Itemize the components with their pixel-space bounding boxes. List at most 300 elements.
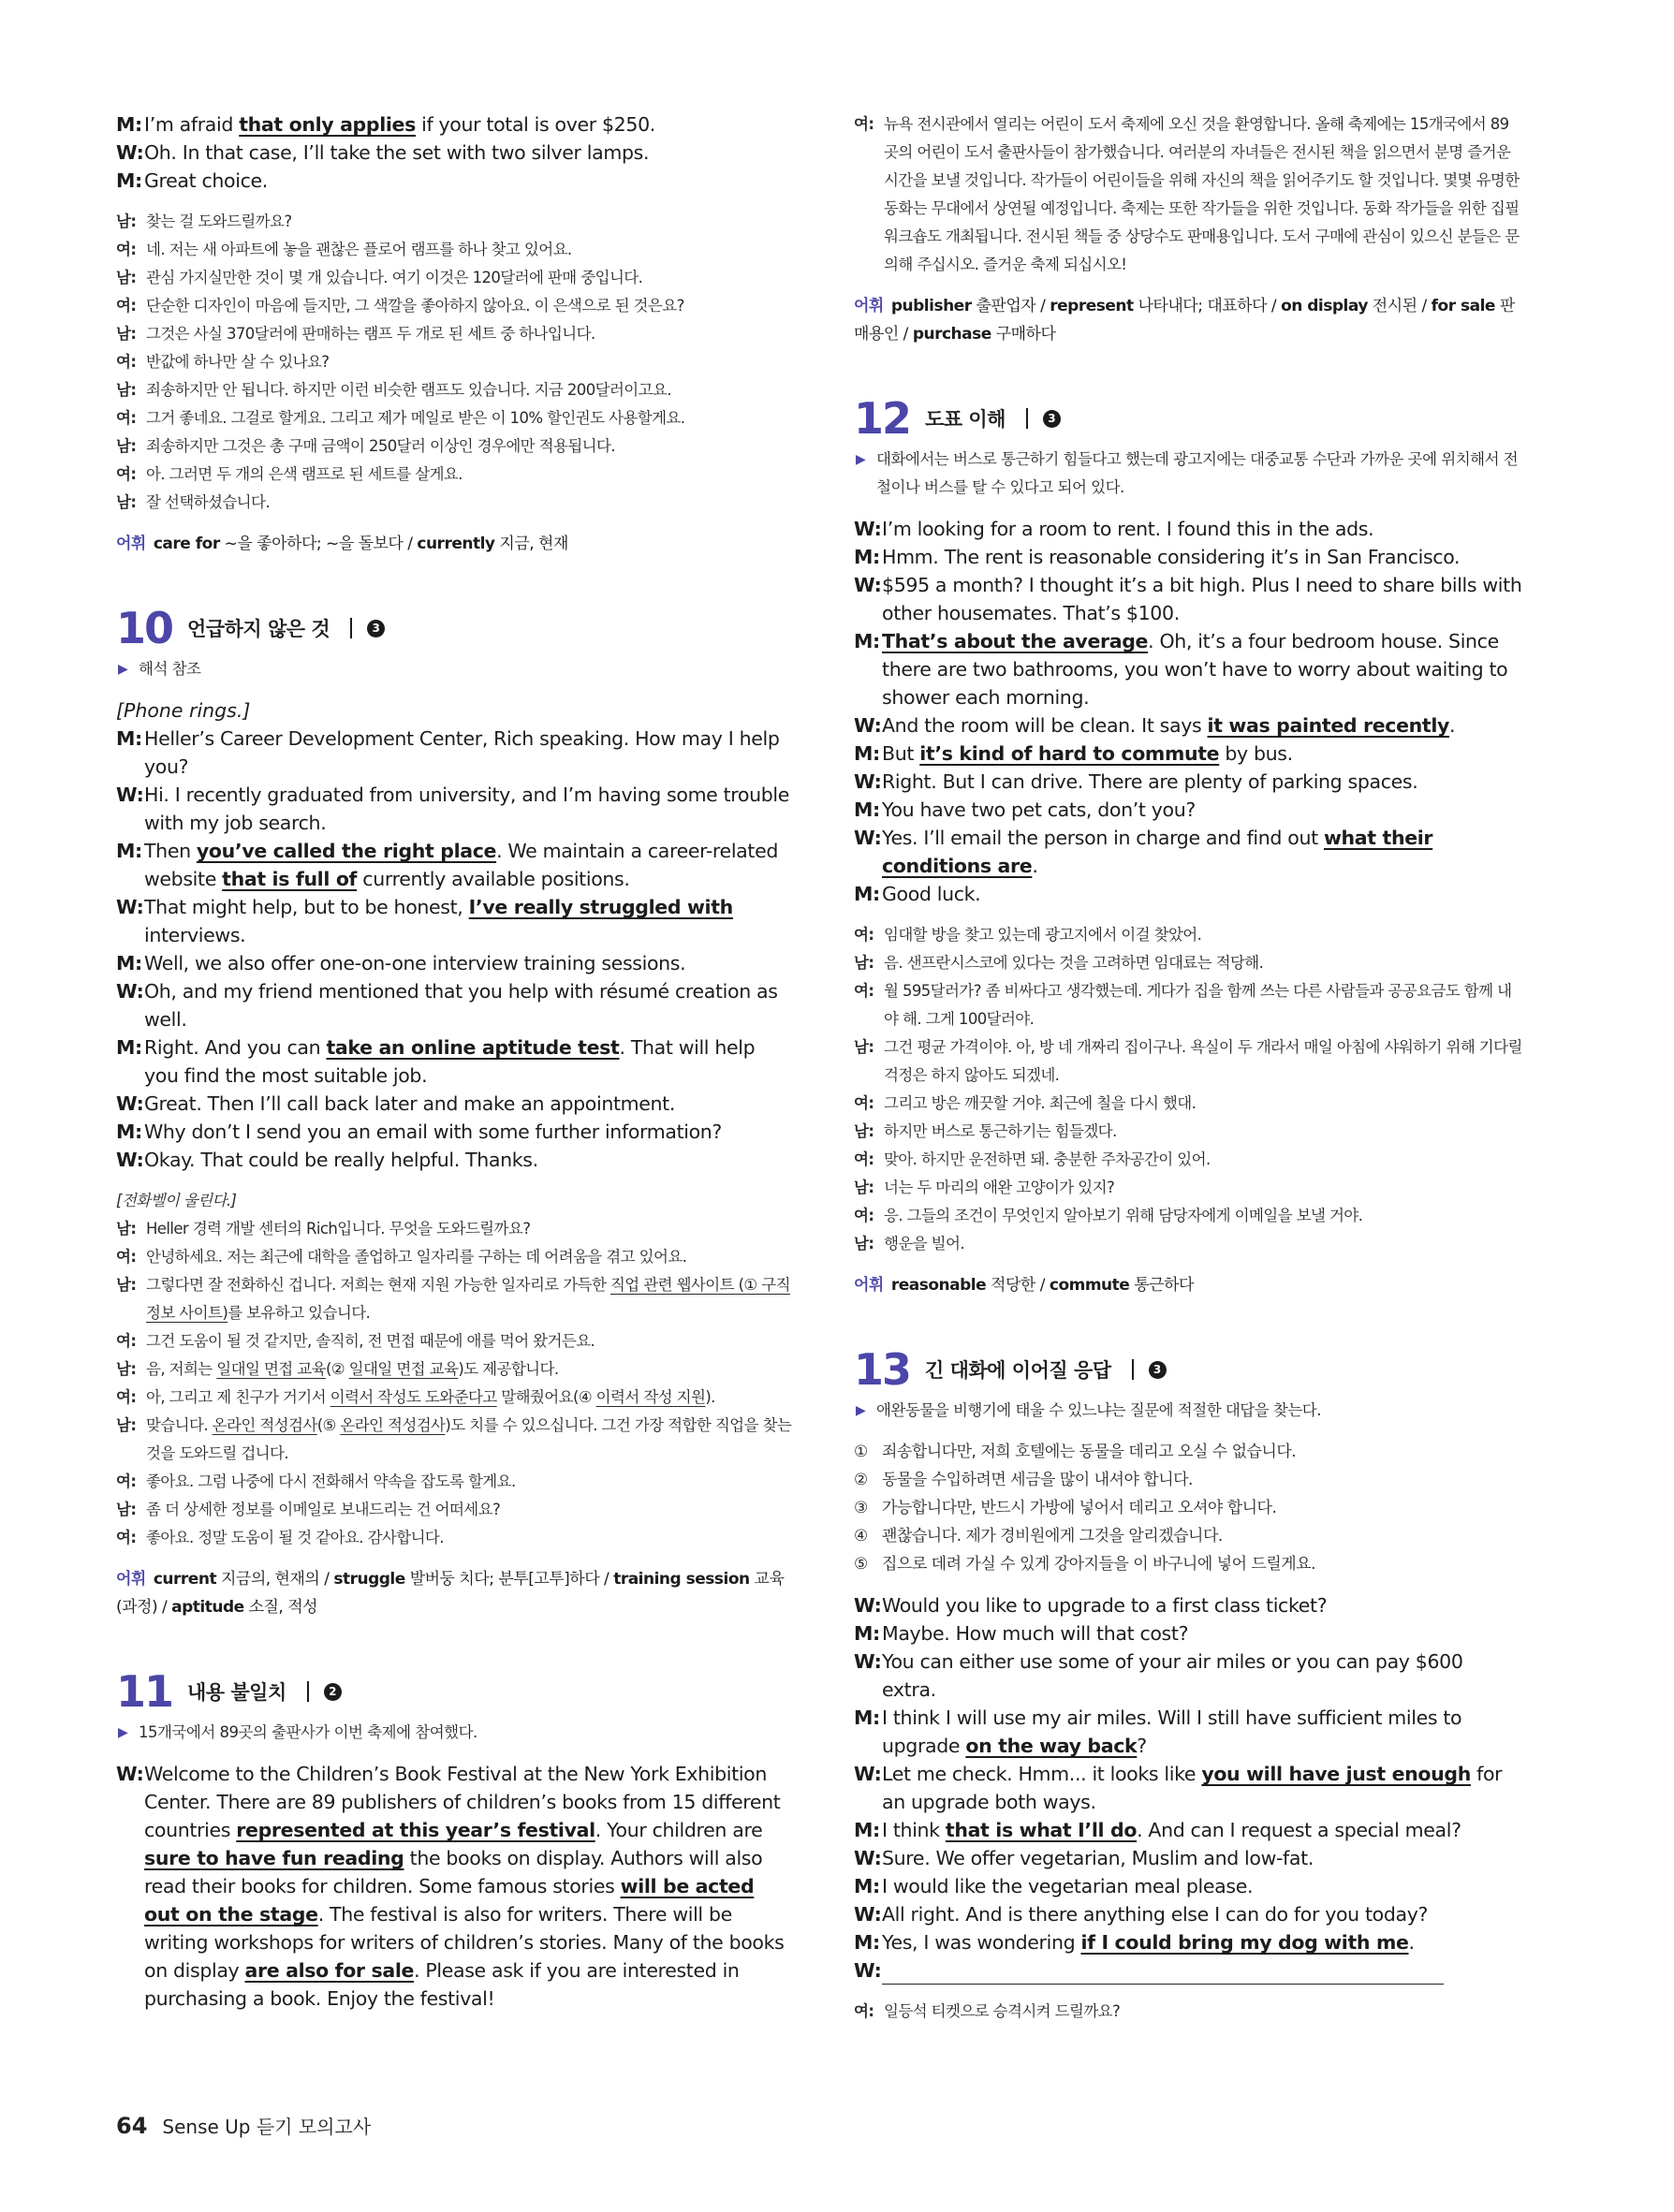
translation-line xyxy=(116,432,792,461)
speaker: M: xyxy=(854,1875,880,1897)
translation-line xyxy=(854,921,1522,949)
speaker: W: xyxy=(116,1149,144,1171)
line-text: interviews. xyxy=(144,924,246,946)
speaker: 남: xyxy=(116,437,137,455)
key-phrase: take an online aptitude test xyxy=(326,1036,620,1059)
divider xyxy=(307,1681,309,1702)
speaker: 남: xyxy=(116,493,137,511)
vocabulary-meaning: ~을 좋아하다; ~을 돌보다 / xyxy=(219,535,418,553)
dialogue-line xyxy=(116,139,792,167)
line-text: (② xyxy=(325,1360,349,1378)
speaker: 여: xyxy=(116,297,137,315)
dialogue-line xyxy=(854,1900,1522,1928)
option-number: ③ xyxy=(854,1499,868,1517)
line-text: . Oh, it’s a four bedroom house. Since there are two bathrooms, you won’t have to worry about waiting to shower each morning. xyxy=(882,630,1508,709)
speaker: 남: xyxy=(116,269,137,286)
speaker: M: xyxy=(116,952,142,974)
question-number: 12 xyxy=(854,393,911,444)
speaker: M: xyxy=(854,798,880,821)
line-text: Hi. I recently graduated from university, and I’m having some trouble with my job search. xyxy=(144,784,790,834)
question-hint xyxy=(854,1397,1522,1425)
translation-line xyxy=(116,236,792,264)
speaker: 남: xyxy=(116,381,137,399)
line-text: 맞아. 하지만 운전하면 돼. 충분한 주차공간이 있어. xyxy=(884,1150,1211,1168)
line-text: Welcome to the Children’s Book Festival at the New York Exhibition Center. There are 89 publishers of children’s books from 15 different countries xyxy=(144,1763,781,1841)
dialogue-line xyxy=(854,515,1522,543)
line-text: 찾는 걸 도와드릴까요? xyxy=(146,212,292,230)
dialogue-line xyxy=(116,837,792,893)
divider xyxy=(350,618,352,638)
speaker: 여: xyxy=(116,1472,137,1490)
speaker: 여: xyxy=(116,1332,137,1350)
line-text: ). xyxy=(705,1388,715,1406)
key-phrase: 직업 관련 웹사이트 (① 구직 정보 사이트) xyxy=(146,1276,790,1322)
line-text: Well, we also offer one-on-one interview training sessions. xyxy=(144,952,686,974)
option-number: ② xyxy=(854,1471,868,1489)
speaker: W: xyxy=(116,1763,144,1785)
key-phrase: 온라인 적성검사 xyxy=(212,1416,317,1434)
speaker: W: xyxy=(116,980,144,1003)
translation-line xyxy=(854,1033,1522,1090)
translation-q11 xyxy=(854,110,1522,279)
speaker: 남: xyxy=(854,954,874,972)
vocabulary-word: aptitude xyxy=(171,1598,244,1617)
line-text: 아. 그러면 두 개의 은색 램프로 된 세트를 살게요. xyxy=(146,465,463,483)
translation-line xyxy=(116,1215,792,1243)
key-phrase: I’ve really struggled with xyxy=(468,896,733,918)
answer-badge: 3 xyxy=(1149,1361,1167,1379)
answer-option xyxy=(854,1550,1522,1578)
dialogue-line xyxy=(116,725,792,781)
line-text: Maybe. How much will that cost? xyxy=(882,1622,1189,1645)
speaker: W: xyxy=(854,574,882,596)
line-text: . xyxy=(1408,1931,1415,1954)
question-12-header xyxy=(854,391,1522,446)
line-text: 월 595달러가? 좀 비싸다고 생각했는데. 게다가 집을 함께 쓰는 다른 사람들과 공공요금도 함께 내야 해. 그게 100달러야. xyxy=(884,982,1512,1028)
line-text: the books on display. Authors will also read their books for children. Some famous stories xyxy=(144,1847,763,1897)
speaker: M: xyxy=(116,727,142,750)
speaker: W: xyxy=(854,1650,882,1673)
vocabulary-word: care for xyxy=(153,535,220,553)
line-text: Right. And you can xyxy=(144,1036,327,1059)
line-text: $595 a month? I thought it’s a bit high. Plus I need to share bills with other housemates. That’s $100. xyxy=(882,574,1522,624)
answer-options xyxy=(854,1438,1522,1578)
vocabulary-meaning: 지금의, 현재의 / xyxy=(216,1570,334,1589)
line-text: 너는 두 마리의 애완 고양이가 있지? xyxy=(884,1179,1115,1196)
line-text: . And can I request a special meal? xyxy=(1137,1819,1461,1841)
question-13-header xyxy=(854,1342,1522,1397)
key-phrase: 이력서 작성도 도와준다고 xyxy=(330,1388,497,1406)
question-title: 도표 이해 xyxy=(925,408,1006,431)
question-10-header xyxy=(116,601,792,655)
line-text: Oh. In that case, I’ll take the set with two silver lamps. xyxy=(144,141,650,164)
line-text: 그건 평균 가격이야. 아, 방 네 개짜리 집이구나. 욕실이 두 개라서 매일 아침에 샤워하기 위해 기다릴 걱정은 하지 않아도 되겠네. xyxy=(884,1038,1522,1084)
question-hint xyxy=(116,1719,792,1747)
vocabulary-label: 어휘 xyxy=(854,1276,884,1295)
divider xyxy=(1132,1359,1134,1380)
vocabulary-word: represent xyxy=(1050,297,1134,315)
line-text: Great choice. xyxy=(144,169,268,192)
line-text: 음, 저희는 xyxy=(146,1360,217,1378)
line-text: ? xyxy=(1137,1735,1147,1757)
dialogue-line xyxy=(854,1760,1522,1816)
dialogue-line xyxy=(116,1146,792,1174)
question-number: 11 xyxy=(116,1666,173,1717)
line-text: Yes, I was wondering xyxy=(882,1931,1081,1954)
line-text: . Please ask if you are interested in purchasing a book. Enjoy the festival! xyxy=(144,1959,740,2010)
hint-text: 해석 참조 xyxy=(139,660,201,678)
line-text: But xyxy=(882,742,920,765)
key-phrase: it was painted recently xyxy=(1207,714,1450,737)
line-text: 잘 선택하셨습니다. xyxy=(146,493,271,511)
line-text: You have two pet cats, don’t you? xyxy=(882,798,1196,821)
speaker: W: xyxy=(854,827,882,849)
dialogue-line xyxy=(854,880,1522,908)
line-text: Good luck. xyxy=(882,883,981,905)
dialogue-line xyxy=(116,1033,792,1090)
speaker: 남: xyxy=(116,212,137,230)
translation-line xyxy=(116,376,792,404)
line-text: 네. 저는 새 아파트에 놓을 괜찮은 플로어 램프를 하나 찾고 있어요. xyxy=(146,241,572,258)
line-text: 음. 샌프란시스코에 있다는 것을 고려하면 임대료는 적당해. xyxy=(884,954,1264,972)
vocabulary-meaning: 출판업자 / xyxy=(971,297,1050,315)
vocabulary-label: 어휘 xyxy=(116,535,146,553)
speaker: W: xyxy=(854,1594,882,1617)
key-phrase: That’s about the average xyxy=(882,630,1149,652)
speaker: W: xyxy=(854,1847,882,1869)
dialogue-line xyxy=(854,571,1522,627)
option-number: ④ xyxy=(854,1527,868,1545)
translation-line xyxy=(854,1146,1522,1174)
speaker: M: xyxy=(854,742,880,765)
blank xyxy=(882,1963,1444,1985)
vocabulary-word: reasonable xyxy=(890,1276,987,1295)
question-title: 언급하지 않은 것 xyxy=(187,618,330,640)
line-text: All right. And is there anything else I can do for you today? xyxy=(882,1903,1429,1926)
question-hint xyxy=(116,655,792,683)
dialogue-line xyxy=(116,1760,792,2013)
left-column xyxy=(116,110,792,2013)
vocabulary-word: purchase xyxy=(912,325,991,344)
speaker: 남: xyxy=(116,1416,137,1434)
key-phrase: it’s kind of hard to commute xyxy=(919,742,1220,765)
key-phrase: that is full of xyxy=(222,868,358,890)
speaker: W: xyxy=(854,518,882,540)
dialogue-line xyxy=(854,1591,1522,1619)
key-phrase: represented at this year’s festival xyxy=(236,1819,595,1841)
speaker: 여: xyxy=(116,353,137,371)
line-text: . xyxy=(1449,714,1456,737)
vocabulary-word: commute xyxy=(1049,1276,1130,1295)
dialogue-line xyxy=(116,167,792,195)
dialogue-line xyxy=(116,1118,792,1146)
key-phrase: sure to have fun reading xyxy=(144,1847,404,1869)
line-text: 반값에 하나만 살 수 있나요? xyxy=(146,353,330,371)
translation-line xyxy=(116,404,792,432)
dialogue-q9-end xyxy=(116,110,792,195)
key-phrase: that only applies xyxy=(239,113,416,136)
key-phrase: you will have just enough xyxy=(1201,1763,1471,1785)
line-text: I think I will use my air miles. Will I still have sufficient miles to upgrade xyxy=(882,1707,1462,1757)
speaker: M: xyxy=(854,546,880,568)
vocabulary-meaning: 전시된 / xyxy=(1367,297,1432,315)
line-text: Right. But I can drive. There are plenty of parking spaces. xyxy=(882,770,1418,793)
line-text: Then xyxy=(144,840,197,862)
line-text: 죄송하지만 그것은 총 구매 금액이 250달러 이상인 경우에만 적용됩니다. xyxy=(146,437,615,455)
option-text: 동물을 수입하려면 세금을 많이 내셔야 합니다. xyxy=(882,1471,1193,1489)
translation-line xyxy=(116,1327,792,1355)
line-text: Hmm. The rent is reasonable considering it’s in San Francisco. xyxy=(882,546,1461,568)
line-text: . xyxy=(1032,855,1038,877)
dialogue-line xyxy=(854,1619,1522,1648)
triangle-icon: ▶ xyxy=(856,1403,866,1418)
line-text: Okay. That could be really helpful. Thanks. xyxy=(144,1149,538,1171)
line-text: 를 보유하고 있습니다. xyxy=(228,1304,371,1322)
line-text: I’m afraid xyxy=(144,113,240,136)
hint-text: 대화에서는 버스로 통근하기 힘들다고 했는데 광고지에는 대중교통 수단과 가까운 곳에 위치해서 전철이나 버스를 탈 수 있다고 되어 있다. xyxy=(876,450,1519,496)
vocabulary-meaning: 지금, 현재 xyxy=(494,535,568,553)
speaker: 여: xyxy=(116,1248,137,1266)
speaker: W: xyxy=(854,1903,882,1926)
speaker: W: xyxy=(116,784,144,806)
vocabulary-meaning: 교육 (과정) / xyxy=(116,1570,785,1617)
translation-line xyxy=(116,489,792,517)
line-text: Great. Then I’ll call back later and make an appointment. xyxy=(144,1092,676,1115)
dialogue-line xyxy=(854,796,1522,824)
dialogue-line xyxy=(116,781,792,837)
answer-badge: 2 xyxy=(324,1683,342,1701)
line-text: Heller’s Career Development Center, Rich speaking. How may I help you? xyxy=(144,727,780,778)
book-title: Sense Up 듣기 모의고사 xyxy=(162,2116,372,2138)
answer-option xyxy=(854,1438,1522,1466)
divider xyxy=(1026,408,1028,429)
page-number: 64 xyxy=(116,2113,148,2139)
vocabulary-label: 어휘 xyxy=(854,297,884,315)
hint-text: 15개국에서 89곳의 출판사가 이번 축제에 참여했다. xyxy=(139,1723,477,1741)
line-text: . That will help you find the most suitable job. xyxy=(144,1036,756,1087)
translation-line xyxy=(116,1271,792,1327)
line-text: )도 치를 수 있으십니다. 그건 가장 적합한 직업을 찾는 것을 도와드릴 겁니다. xyxy=(146,1416,792,1462)
speaker: 남: xyxy=(854,1038,874,1056)
key-phrase: are also for sale xyxy=(244,1959,415,1982)
speaker: 여: xyxy=(854,982,874,1000)
line-text: (⑤ xyxy=(316,1416,341,1434)
vocabulary-q10 xyxy=(116,1565,792,1621)
line-text: 뉴욕 전시관에서 열리는 어린이 도서 축제에 오신 것을 환영합니다. 올해 축제에는 15개국에서 89곳의 어린이 도서 출판사들이 참가했습니다. 여러분의 자녀들은 전시된 책을 읽으면서 분명 즐거운 시간을 보낼 것입니다. 작가들이 어린이들을 위해 자신의 책을 읽어주기도 할 것입니다. 몇몇 유명한 동화는 무대에서 상연될 예정입니다. 축제는 또한 작가들을 위한 것입니다. 동화 작가들을 위한 집필 워크숍도 개최됩니다. 전시된 책들 중 상당수도 판매용입니다. 도서 구매에 관심이 있으신 분들은 문의해 주십시오. 즐거운 축제 되십시오! xyxy=(884,115,1520,273)
speaker: 남: xyxy=(116,1360,137,1378)
speaker: 남: xyxy=(116,1276,137,1294)
translation-line xyxy=(116,208,792,236)
translation-q13 xyxy=(854,1998,1522,2026)
translation-line xyxy=(854,1230,1522,1258)
line-text: 임대할 방을 찾고 있는데 광고지에서 이걸 찾았어. xyxy=(884,926,1202,944)
vocabulary-word: struggle xyxy=(333,1570,405,1589)
line-text: 좋아요. 그럼 나중에 다시 전화해서 약속을 잡도록 할게요. xyxy=(146,1472,516,1490)
question-11-header xyxy=(116,1664,792,1719)
translation-line xyxy=(116,1496,792,1524)
line-text: 단순한 디자인이 마음에 들지만, 그 색깔을 좋아하지 않아요. 이 은색으로 된 것은요? xyxy=(146,297,684,315)
translation-q12 xyxy=(854,921,1522,1258)
key-phrase: what their conditions are xyxy=(882,827,1433,877)
translation-line xyxy=(854,110,1522,279)
dialogue-line xyxy=(854,1928,1522,1956)
translation-line xyxy=(854,1118,1522,1146)
stage-direction-text: [전화벨이 울린다.] xyxy=(116,1192,237,1209)
line-text: Would you like to upgrade to a first class ticket? xyxy=(882,1594,1328,1617)
translation-line xyxy=(116,1412,792,1468)
vocabulary-word: on display xyxy=(1281,297,1368,315)
line-text: 말해줬어요(④ xyxy=(496,1388,596,1406)
dialogue-line xyxy=(854,1704,1522,1760)
line-text: 그건 도움이 될 것 같지만, 솔직히, 전 면접 때문에 애를 먹어 왔거든요. xyxy=(146,1332,595,1350)
vocabulary-meaning: 적당한 / xyxy=(986,1276,1050,1295)
line-text: )도 제공합니다. xyxy=(458,1360,559,1378)
line-text: 맞습니다. xyxy=(146,1416,213,1434)
translation-line xyxy=(854,1090,1522,1118)
vocabulary-q9 xyxy=(116,530,792,558)
speaker: 여: xyxy=(854,926,874,944)
speaker: M: xyxy=(116,1036,142,1059)
line-text: 그렇다면 잘 전화하신 겁니다. 저희는 현재 지원 가능한 일자리로 가득한 xyxy=(146,1276,610,1294)
line-text: 응. 그들의 조건이 무엇인지 알아보기 위해 담당자에게 이메일을 보낼 거야. xyxy=(884,1207,1363,1224)
line-text: 좋아요. 정말 도움이 될 것 같아요. 감사합니다. xyxy=(146,1529,444,1546)
dialogue-q13 xyxy=(854,1591,1522,1956)
line-text: if your total is over $250. xyxy=(415,113,655,136)
line-text: 관심 가지실만한 것이 몇 개 있습니다. 여기 이것은 120달러에 판매 중입니다. xyxy=(146,269,643,286)
translation-line xyxy=(116,461,792,489)
translation-line xyxy=(854,1998,1522,2026)
line-text: 아, 그리고 제 친구가 거기서 xyxy=(146,1388,330,1406)
dialogue-line xyxy=(854,824,1522,880)
answer-badge: 3 xyxy=(1043,410,1061,428)
vocabulary-meaning: 통근하다 xyxy=(1129,1276,1194,1295)
dialogue-line xyxy=(116,893,792,949)
vocabulary-word: for sale xyxy=(1431,297,1495,315)
dialogue-line xyxy=(854,768,1522,796)
speaker: 여: xyxy=(116,1529,137,1546)
speaker: 남: xyxy=(854,1179,874,1196)
line-text: And the room will be clean. It says xyxy=(882,714,1208,737)
stage-direction: [Phone rings.] xyxy=(116,699,251,722)
speaker: W: xyxy=(854,1959,882,1982)
vocabulary-word: training session xyxy=(613,1570,750,1589)
translation-line xyxy=(116,348,792,376)
triangle-icon: ▶ xyxy=(118,662,128,677)
dialogue-line xyxy=(854,740,1522,768)
vocabulary-q12 xyxy=(854,1271,1522,1299)
line-text: 그리고 방은 깨끗할 거야. 최근에 칠을 다시 했대. xyxy=(884,1094,1197,1112)
dialogue-line xyxy=(854,1844,1522,1872)
answer-option xyxy=(854,1522,1522,1550)
speaker: M: xyxy=(854,883,880,905)
stage-direction-ko xyxy=(116,1187,792,1215)
dialogue-q12 xyxy=(854,515,1522,908)
answer-badge: 3 xyxy=(367,620,385,637)
vocabulary-q11 xyxy=(854,292,1522,348)
speaker: 여: xyxy=(854,2002,874,2020)
line-text: . Your children are xyxy=(595,1819,763,1841)
speaker: 여: xyxy=(116,1388,137,1406)
speaker: W: xyxy=(854,1763,882,1785)
vocabulary-meaning: 구매하다 xyxy=(991,325,1056,344)
line-text: 행운을 빌어. xyxy=(884,1235,964,1252)
speaker: W: xyxy=(116,141,144,164)
line-text: 안녕하세요. 저는 최근에 대학을 졸업하고 일자리를 구하는 데 어려움을 겪고 있어요. xyxy=(146,1248,687,1266)
translation-line xyxy=(116,320,792,348)
vocabulary-meaning: 소질, 적성 xyxy=(243,1598,318,1617)
translation-line xyxy=(116,1524,792,1552)
line-text: . The festival is also for writers. There will be writing workshops for writers of children’s stories. Many of the books on display xyxy=(144,1903,785,1982)
vocabulary-word: current xyxy=(153,1570,217,1589)
key-phrase: 일대일 면접 교육 xyxy=(348,1360,459,1378)
line-text: I would like the vegetarian meal please. xyxy=(882,1875,1254,1897)
dialogue-q10 xyxy=(116,725,792,1174)
speaker: W: xyxy=(116,1092,144,1115)
translation-line xyxy=(854,1202,1522,1230)
line-text: 그거 좋네요. 그걸로 할게요. 그리고 제가 메일로 받은 이 10% 할인권도 사용할게요. xyxy=(146,409,685,427)
dialogue-q11 xyxy=(116,1760,792,2013)
speaker: 여: xyxy=(854,115,874,133)
translation-line xyxy=(116,292,792,320)
speaker: 여: xyxy=(854,1207,874,1224)
speaker: M: xyxy=(116,1121,142,1143)
option-number: ① xyxy=(854,1443,868,1461)
key-phrase: on the way back xyxy=(965,1735,1138,1757)
dialogue-line xyxy=(854,1872,1522,1900)
speaker: 여: xyxy=(854,1150,874,1168)
option-text: 괜찮습니다. 제가 경비원에게 그것을 알리겠습니다. xyxy=(882,1527,1223,1545)
translation-line xyxy=(116,1243,792,1271)
key-phrase: you’ve called the right place xyxy=(196,840,497,862)
line-text: Oh, and my friend mentioned that you help with résumé creation as well. xyxy=(144,980,778,1031)
dialogue-line xyxy=(854,543,1522,571)
translation-line xyxy=(116,1468,792,1496)
speaker: 여: xyxy=(116,409,137,427)
triangle-icon: ▶ xyxy=(118,1725,128,1740)
translation-line xyxy=(854,1174,1522,1202)
speaker: 여: xyxy=(116,465,137,483)
option-text: 집으로 데려 가실 수 있게 강아지들을 이 바구니에 넣어 드릴게요. xyxy=(882,1555,1316,1574)
key-phrase: will be acted out on the stage xyxy=(144,1875,755,1926)
line-text: . We maintain a career-related website xyxy=(144,840,778,890)
speaker: W: xyxy=(854,770,882,793)
dialogue-line xyxy=(854,1816,1522,1844)
option-text: 가능합니다만, 반드시 가방에 넣어서 데리고 오셔야 합니다. xyxy=(882,1499,1277,1517)
speaker: M: xyxy=(116,169,142,192)
line-text: Heller 경력 개발 센터의 Rich입니다. 무엇을 도와드릴까요? xyxy=(146,1220,531,1238)
speaker: 여: xyxy=(116,241,137,258)
translation-line xyxy=(116,1384,792,1412)
speaker: 남: xyxy=(116,1501,137,1518)
speaker: M: xyxy=(854,630,880,652)
dialogue-line xyxy=(116,949,792,977)
vocabulary-meaning: 판매용인 / xyxy=(854,297,1515,344)
answer-blank-line xyxy=(854,1956,1522,1985)
speaker: 남: xyxy=(116,325,137,343)
translation-line xyxy=(116,264,792,292)
hint-text: 애완동물을 비행기에 태울 수 있느냐는 질문에 적절한 대답을 찾는다. xyxy=(876,1401,1321,1419)
right-column xyxy=(854,110,1522,2026)
key-phrase: 온라인 적성검사 xyxy=(340,1416,446,1434)
triangle-icon: ▶ xyxy=(856,452,866,467)
dialogue-line xyxy=(854,627,1522,711)
speaker: 여: xyxy=(854,1094,874,1112)
dialogue-line xyxy=(854,711,1522,740)
speaker: W: xyxy=(116,896,144,918)
key-phrase: 이력서 작성 지원 xyxy=(595,1388,706,1406)
speaker: 남: xyxy=(854,1235,874,1252)
line-text: 하지만 버스로 통근하기는 힘들겠다. xyxy=(884,1122,1117,1140)
